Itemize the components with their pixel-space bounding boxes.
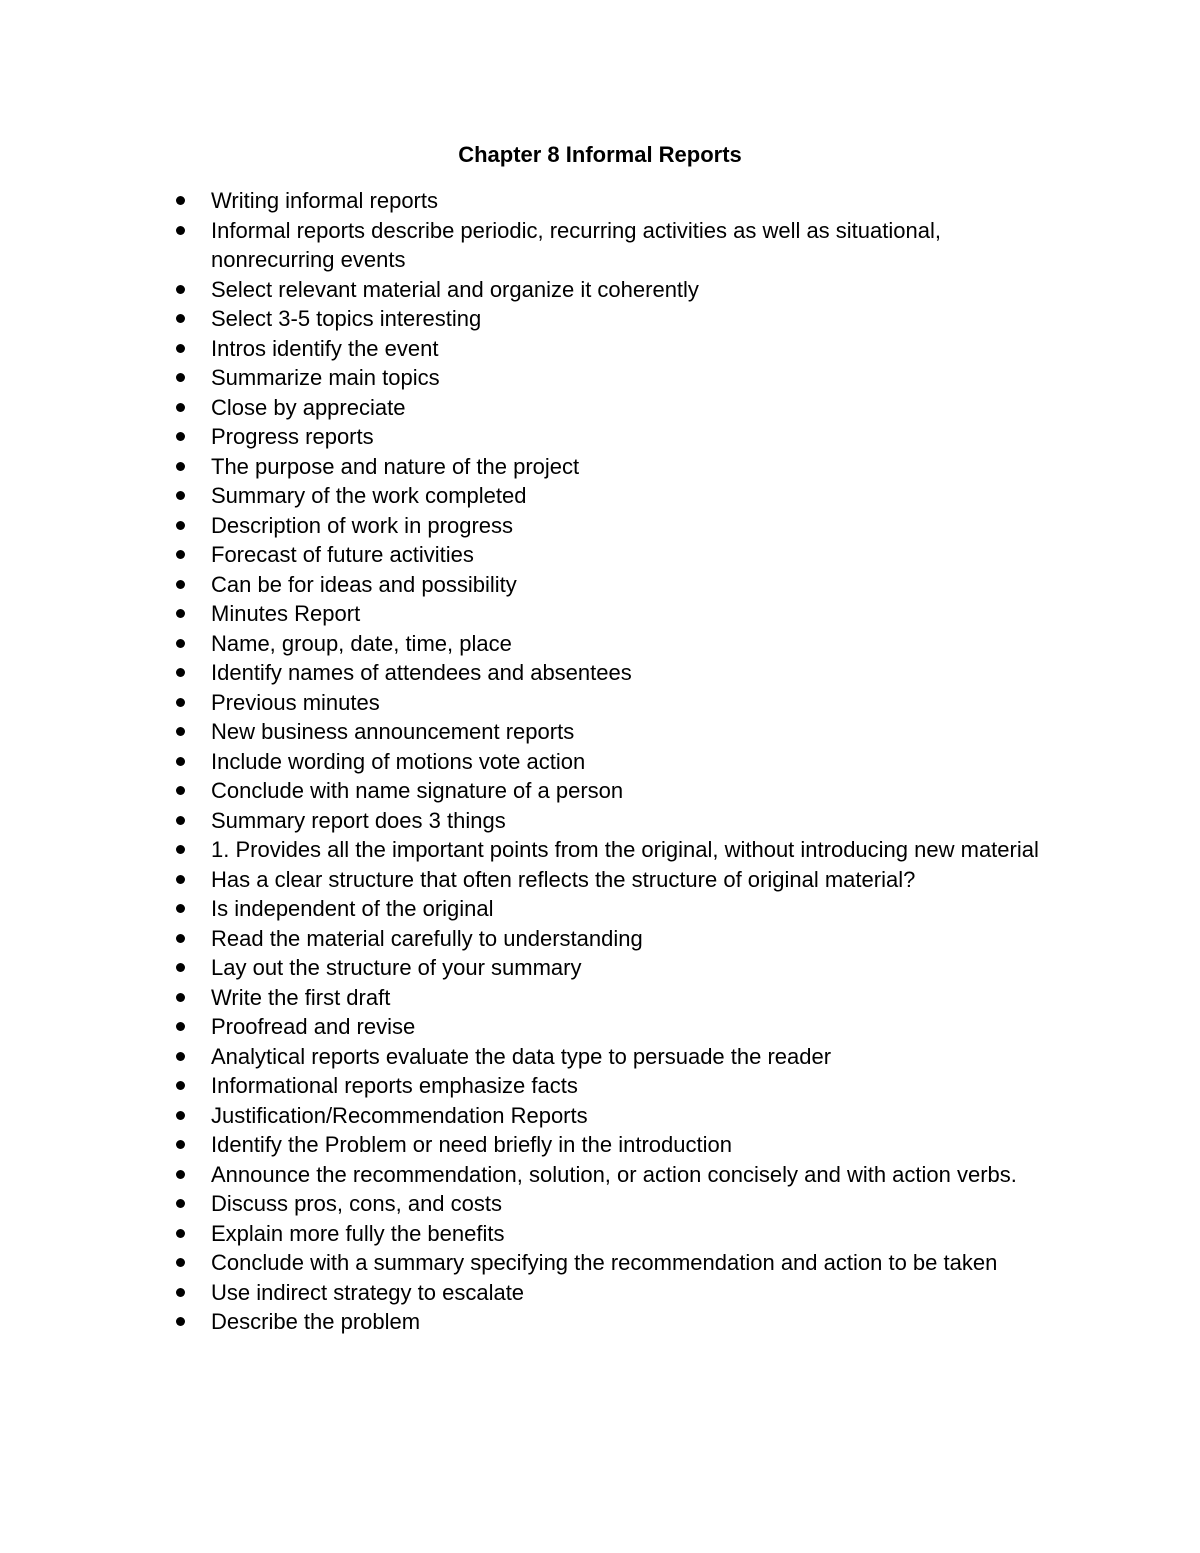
bullet-icon — [176, 816, 185, 825]
list-item — [0, 1071, 1200, 1101]
list-item-text: The purpose and nature of the project — [211, 453, 580, 479]
list-item — [0, 570, 1200, 600]
list-item — [0, 452, 1200, 482]
list-item-text: Explain more fully the benefits — [211, 1220, 505, 1246]
bullet-icon — [176, 1170, 185, 1179]
list-item-text: Is independent of the original — [211, 896, 494, 921]
bullet-icon — [176, 963, 185, 972]
bullet-icon — [176, 668, 185, 677]
list-item — [0, 1189, 1200, 1219]
bullet-icon — [176, 1111, 185, 1120]
list-item — [0, 540, 1200, 570]
bullet-icon — [176, 639, 185, 648]
list-item-text: Justification/Recommendation Reports — [211, 1102, 588, 1128]
list-item-text: Close by appreciate — [211, 394, 406, 420]
page-title: Chapter 8 Informal Reports — [458, 142, 742, 167]
list-item — [0, 304, 1200, 334]
list-item — [0, 1130, 1200, 1160]
bullet-icon — [176, 1229, 185, 1238]
list-item — [0, 275, 1200, 305]
bullet-icon — [176, 1288, 185, 1297]
list-item — [0, 334, 1200, 364]
bullet-icon — [176, 904, 185, 913]
list-item — [0, 393, 1200, 423]
list-item-text: Can be for ideas and possibility — [211, 571, 517, 597]
list-item-text: Has a clear structure that often reflects the structure of original material? — [211, 866, 916, 892]
list-item — [0, 924, 1200, 954]
bullet-icon — [176, 1022, 185, 1031]
bullet-icon — [176, 550, 185, 559]
list-item — [0, 865, 1200, 895]
list-item — [0, 1042, 1200, 1072]
list-item — [0, 1012, 1200, 1042]
bullet-icon — [176, 314, 185, 323]
list-item — [0, 806, 1200, 836]
list-item — [0, 953, 1200, 983]
list-item-text: Read the material carefully to understanding — [211, 925, 643, 951]
list-item-text: New business announcement reports — [211, 719, 575, 744]
list-item — [0, 1219, 1200, 1249]
list-item-text: Name, group, date, time, place — [211, 630, 512, 656]
list-item — [0, 363, 1200, 393]
bullet-icon — [176, 285, 185, 294]
bullet-list — [0, 186, 1200, 1337]
list-item — [0, 1160, 1200, 1190]
bullet-icon — [176, 373, 185, 382]
list-item-text: Include wording of motions vote action — [211, 748, 586, 774]
list-item — [0, 1101, 1200, 1131]
list-item-text: Summary report does 3 things — [211, 807, 506, 833]
bullet-icon — [176, 1140, 185, 1149]
list-item — [0, 216, 1200, 275]
list-item — [0, 186, 1200, 216]
list-item — [0, 481, 1200, 511]
list-item-text: Write the first draft — [211, 984, 391, 1010]
bullet-icon — [176, 993, 185, 1002]
list-item-text: Proofread and revise — [211, 1014, 416, 1039]
list-item-text: Use indirect strategy to escalate — [211, 1279, 525, 1305]
bullet-icon — [176, 934, 185, 943]
list-item-text: Conclude with a summary specifying the recommendation and action to be taken — [211, 1250, 998, 1275]
list-item — [0, 658, 1200, 688]
list-item — [0, 511, 1200, 541]
list-item-text: Conclude with name signature of a person — [211, 778, 624, 803]
bullet-icon — [176, 698, 185, 707]
list-item-text: Describe the problem — [211, 1309, 421, 1334]
list-item-text: Summary of the work completed — [211, 483, 527, 508]
list-item-text: Minutes Report — [211, 601, 361, 626]
bullet-icon — [176, 432, 185, 441]
list-item-text: Previous minutes — [211, 689, 380, 715]
list-item-text: Description of work in progress — [211, 512, 514, 538]
bullet-icon — [176, 845, 185, 854]
bullet-icon — [176, 344, 185, 353]
list-item — [0, 599, 1200, 629]
bullet-icon — [176, 875, 185, 884]
bullet-icon — [176, 1258, 185, 1267]
list-item-text: Discuss pros, cons, and costs — [211, 1191, 503, 1216]
list-item-text: 1. Provides all the important points from the original, without introducing new material — [211, 837, 1039, 862]
bullet-icon — [176, 727, 185, 736]
list-item-text: Intros identify the event — [211, 335, 439, 361]
list-item — [0, 776, 1200, 806]
bullet-icon — [176, 403, 185, 412]
list-item — [0, 983, 1200, 1013]
list-item-text: Identify the Problem or need briefly in the introduction — [211, 1132, 732, 1157]
bullet-icon — [176, 1081, 185, 1090]
bullet-icon — [176, 580, 185, 589]
list-item — [0, 1248, 1200, 1278]
list-item-text: Summarize main topics — [211, 365, 440, 390]
bullet-icon — [176, 491, 185, 500]
bullet-icon — [176, 786, 185, 795]
list-item — [0, 422, 1200, 452]
list-item — [0, 894, 1200, 924]
list-item — [0, 1307, 1200, 1337]
list-item-text: Identify names of attendees and absentees — [211, 660, 632, 685]
list-item-text: Progress reports — [211, 424, 374, 449]
list-item-text: Select relevant material and organize it coherently — [211, 276, 699, 302]
list-item — [0, 629, 1200, 659]
bullet-icon — [176, 462, 185, 471]
list-item — [0, 747, 1200, 777]
list-item — [0, 717, 1200, 747]
list-item-text: Analytical reports evaluate the data type to persuade the reader — [211, 1043, 832, 1069]
list-item-text: Select 3-5 topics interesting — [211, 306, 482, 331]
bullet-icon — [176, 521, 185, 530]
list-item-text: Lay out the structure of your summary — [211, 955, 582, 980]
list-item-text: Announce the recommendation, solution, or action concisely and with action verbs. — [211, 1161, 1017, 1187]
list-item-text: Writing informal reports — [211, 188, 438, 213]
list-item — [0, 1278, 1200, 1308]
list-item — [0, 835, 1200, 865]
list-item-text: Forecast of future activities — [211, 542, 474, 567]
bullet-icon — [176, 226, 185, 235]
bullet-icon — [176, 609, 185, 618]
bullet-icon — [176, 757, 185, 766]
list-item — [0, 688, 1200, 718]
list-item-text: Informational reports emphasize facts — [211, 1073, 578, 1098]
bullet-icon — [176, 1199, 185, 1208]
bullet-icon — [176, 1052, 185, 1061]
list-item-text: Informal reports describe periodic, recurring activities as well as situational, nonrecurring events — [211, 217, 941, 272]
bullet-icon — [176, 1317, 185, 1326]
bullet-icon — [176, 196, 185, 205]
